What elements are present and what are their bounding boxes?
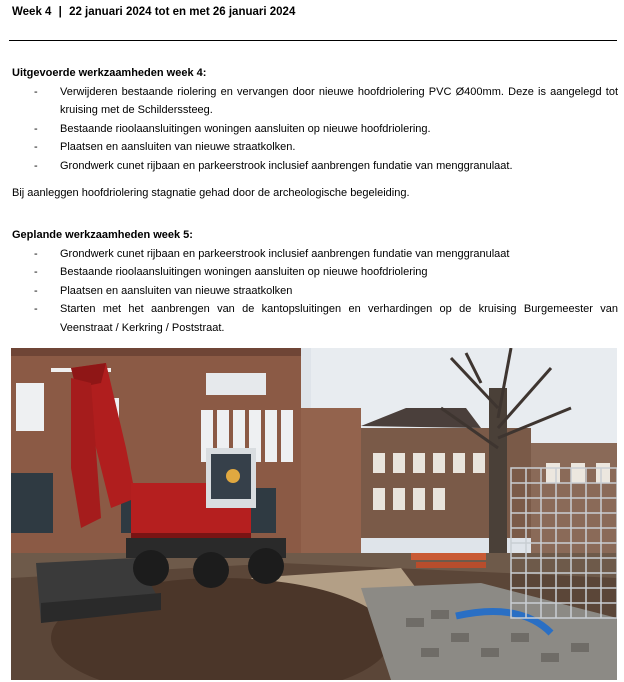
executed-heading: Uitgevoerde werkzaamheden week 4:	[12, 67, 207, 79]
report-header	[12, 6, 295, 18]
header-separator: |	[58, 6, 62, 18]
list-item: - Verwijderen bestaande riolering en vervangen door nieuwe hoofdriolering PVC Ø400mm. Deze is aangelegd tot kruising met de Schilderssteeg.	[12, 83, 618, 120]
list-item: - Starten met het aanbrengen van de kantopsluitingen en verhardingen op de kruising Burgemeester van Veenstraat / Kerkring / Poststraat.	[12, 300, 618, 337]
bullet-dash: -	[34, 122, 38, 135]
bullet-dash: -	[34, 284, 38, 297]
planned-heading: Geplande werkzaamheden week 5:	[12, 229, 193, 241]
bullet-dash: -	[34, 247, 38, 260]
bullet-dash: -	[34, 266, 38, 278]
list-item: - Bestaande rioolaansluitingen woningen aansluiten op nieuwe hoofdriolering.	[12, 120, 618, 139]
stagnation-note: Bij aanleggen hoofdriolering stagnatie gehad door de archeologische begeleiding.	[12, 187, 410, 199]
bullet-dash: -	[34, 85, 38, 98]
header-divider	[9, 40, 617, 41]
week-period: 22 januari 2024 tot en met 26 januari 2024	[69, 6, 296, 18]
list-item: - Plaatsen en aansluiten van nieuwe straatkolken	[12, 282, 618, 301]
bullet-dash: -	[34, 141, 38, 153]
list-item: - Grondwerk cunet rijbaan en parkeerstrook inclusief aanbrengen fundatie van menggranulaat	[12, 245, 618, 264]
planned-section	[12, 226, 618, 337]
list-item: - Bestaande rioolaansluitingen woningen aansluiten op nieuwe hoofdriolering	[12, 263, 618, 282]
list-item: - Grondwerk cunet rijbaan en parkeerstrook inclusief aanbrengen fundatie van menggranulaat.	[12, 157, 618, 176]
executed-section	[12, 64, 618, 175]
planned-list	[12, 245, 618, 338]
bullet-dash: -	[34, 303, 38, 315]
week-label: Week 4	[12, 6, 52, 18]
executed-list	[12, 83, 618, 176]
list-item: - Plaatsen en aansluiten van nieuwe straatkolken.	[12, 138, 618, 157]
construction-site-photo	[11, 348, 617, 680]
bullet-dash: -	[34, 159, 38, 172]
